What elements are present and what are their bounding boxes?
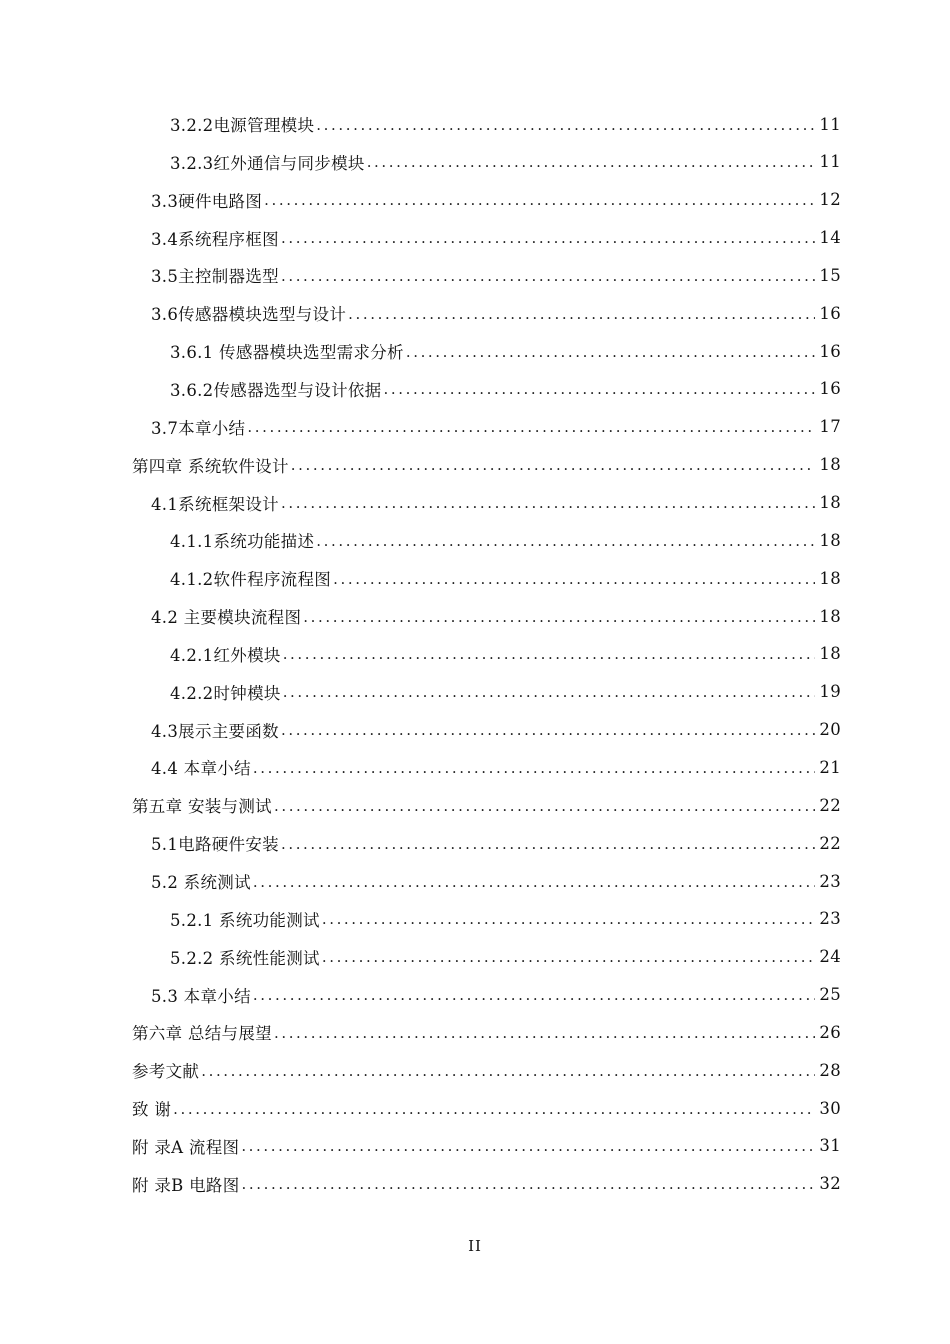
toc-entry[interactable] [132, 446, 841, 484]
toc-entry-page-number: 21 [819, 757, 841, 777]
toc-entry[interactable] [151, 294, 841, 332]
toc-entry-page-number: 25 [819, 985, 841, 1005]
dot-leader [274, 799, 815, 814]
toc-entry[interactable] [151, 711, 841, 749]
toc-entry[interactable] [151, 219, 841, 257]
toc-entry-page-number: 28 [819, 1060, 841, 1080]
toc-entry[interactable] [151, 976, 841, 1014]
toc-entry-page-number: 15 [819, 265, 841, 285]
toc-entry[interactable] [170, 332, 841, 370]
toc-entry[interactable] [151, 597, 841, 635]
dot-leader [264, 193, 815, 208]
dot-leader [322, 912, 816, 927]
toc-entry-page-number: 19 [819, 682, 841, 702]
dot-leader [291, 458, 816, 473]
dot-leader [281, 837, 815, 852]
dot-leader [247, 420, 815, 435]
toc-entry-page-number: 20 [819, 720, 841, 740]
toc-entry-page-number: 18 [819, 644, 841, 664]
toc-entry[interactable] [170, 673, 841, 711]
toc-entry-title: 4.4 本章小结 [151, 759, 251, 779]
toc-entry-title: 5.1电路硬件安装 [151, 835, 279, 855]
toc-entry[interactable] [151, 862, 841, 900]
toc-entry-page-number: 18 [819, 493, 841, 512]
dot-leader [281, 269, 815, 284]
dot-leader [406, 345, 816, 360]
toc-entry-page-number: 11 [819, 114, 841, 134]
toc-entry[interactable] [170, 370, 841, 408]
toc-entry[interactable] [132, 1051, 841, 1089]
dot-leader [253, 761, 816, 776]
dot-leader [253, 988, 816, 1003]
dot-leader [281, 496, 815, 511]
toc-entry[interactable] [170, 900, 841, 938]
toc-entry-title: 4.1.2软件程序流程图 [170, 570, 332, 590]
toc-entry[interactable] [170, 559, 841, 597]
toc-entry[interactable] [132, 1089, 841, 1127]
toc-entry[interactable] [151, 181, 841, 219]
toc-entry-title: 第六章 总结与展望 [132, 1024, 272, 1044]
toc-entry-page-number: 23 [819, 871, 841, 891]
toc-entry-page-number: 16 [819, 341, 841, 361]
toc-entry-page-number: 24 [819, 947, 841, 967]
toc-entry-page-number: 18 [819, 606, 841, 626]
toc-entry-title: 3.5主控制器选型 [151, 267, 279, 287]
dot-leader [367, 155, 816, 170]
toc-entry-page-number: 18 [819, 568, 841, 588]
toc-entry[interactable] [132, 1165, 841, 1203]
toc-entry-page-number: 11 [819, 152, 841, 172]
toc-entry-title: 第四章 系统软件设计 [132, 456, 289, 476]
toc-entry-page-number: 31 [819, 1136, 841, 1156]
toc-entry-title: 第五章 安装与测试 [132, 797, 272, 817]
toc-entry[interactable] [170, 521, 841, 559]
dot-leader [283, 685, 816, 700]
toc-entry[interactable] [151, 408, 841, 446]
toc-entry[interactable] [170, 938, 841, 976]
toc-entry-page-number: 16 [819, 379, 841, 399]
dot-leader [316, 534, 815, 549]
toc-entry-page-number: 14 [819, 228, 841, 248]
toc-entry[interactable] [151, 256, 841, 294]
dot-leader [322, 950, 816, 965]
page-number: II [468, 1237, 482, 1255]
toc-entry-page-number: 18 [819, 530, 841, 550]
dot-leader [303, 610, 815, 625]
dot-leader [383, 382, 815, 397]
toc-entry-page-number: 22 [819, 833, 841, 853]
toc-entry-title: 5.2 系统测试 [151, 873, 251, 892]
dot-leader [281, 723, 815, 738]
dot-leader [274, 1026, 815, 1041]
toc-entry[interactable] [151, 748, 841, 786]
toc-entry-title: 3.3硬件电路图 [151, 191, 263, 211]
dot-leader [316, 118, 815, 133]
toc-entry[interactable] [170, 143, 841, 181]
dot-leader [241, 1139, 815, 1154]
toc-entry-title: 参考文献 [132, 1062, 200, 1082]
dot-leader [201, 1064, 815, 1079]
dot-leader [348, 307, 815, 322]
toc-entry[interactable] [132, 1127, 841, 1165]
toc-entry-title: 5.2.2 系统性能测试 [170, 948, 320, 968]
toc-entry[interactable] [132, 786, 841, 824]
toc-entry-title: 附 录A 流程图 [132, 1137, 240, 1157]
toc-entry[interactable] [132, 1013, 841, 1051]
toc-entry-page-number: 32 [819, 1174, 841, 1194]
toc-entry-page-number: 17 [819, 417, 841, 437]
toc-entry[interactable] [151, 824, 841, 862]
dot-leader [333, 572, 815, 587]
toc-entry-page-number: 18 [819, 455, 841, 475]
toc-entry-page-number: 12 [819, 190, 841, 210]
dot-leader [283, 647, 816, 662]
toc-entry-title: 3.6传感器模块选型与设计 [151, 305, 347, 325]
toc-entry-page-number: 23 [819, 909, 841, 929]
toc-entry-title: 4.1.1系统功能描述 [170, 532, 315, 552]
toc-entry-title: 5.2.1 系统功能测试 [170, 910, 320, 930]
dot-leader [242, 1177, 816, 1192]
toc-entry-page-number: 26 [819, 1022, 841, 1042]
toc-entry-title: 4.2.1红外模块 [170, 645, 281, 665]
dot-leader [173, 1102, 815, 1117]
toc-entry-title: 3.2.3红外通信与同步模块 [170, 153, 365, 173]
toc-entry[interactable] [170, 635, 841, 673]
toc-entry-title: 3.2.2电源管理模块 [170, 116, 315, 135]
toc-entry-title: 3.6.1 传感器模块选型需求分析 [170, 343, 404, 363]
dot-leader [281, 231, 815, 246]
toc-entry-page-number: 30 [819, 1098, 841, 1118]
toc-entry-title: 3.7本章小结 [151, 418, 246, 438]
toc-entry-title: 致 谢 [132, 1100, 172, 1120]
dot-leader [253, 875, 816, 890]
toc-entry-title: 5.3 本章小结 [151, 986, 251, 1006]
toc-entry-title: 4.2.2时钟模块 [170, 683, 281, 703]
toc-entry[interactable] [170, 105, 841, 143]
toc-entry-title: 3.4系统程序框图 [151, 229, 279, 249]
toc-entry-title: 4.2 主要模块流程图 [151, 608, 302, 628]
toc-entry[interactable] [151, 484, 841, 522]
toc-entry-page-number: 22 [819, 795, 841, 815]
toc-entry-title: 3.6.2传感器选型与设计依据 [170, 380, 382, 400]
toc-entry-title: 4.1系统框架设计 [151, 494, 279, 514]
toc-entry-page-number: 16 [819, 303, 841, 323]
toc-entry-title: 4.3展示主要函数 [151, 721, 279, 741]
toc-entry-title: 附 录B 电路图 [132, 1175, 240, 1195]
